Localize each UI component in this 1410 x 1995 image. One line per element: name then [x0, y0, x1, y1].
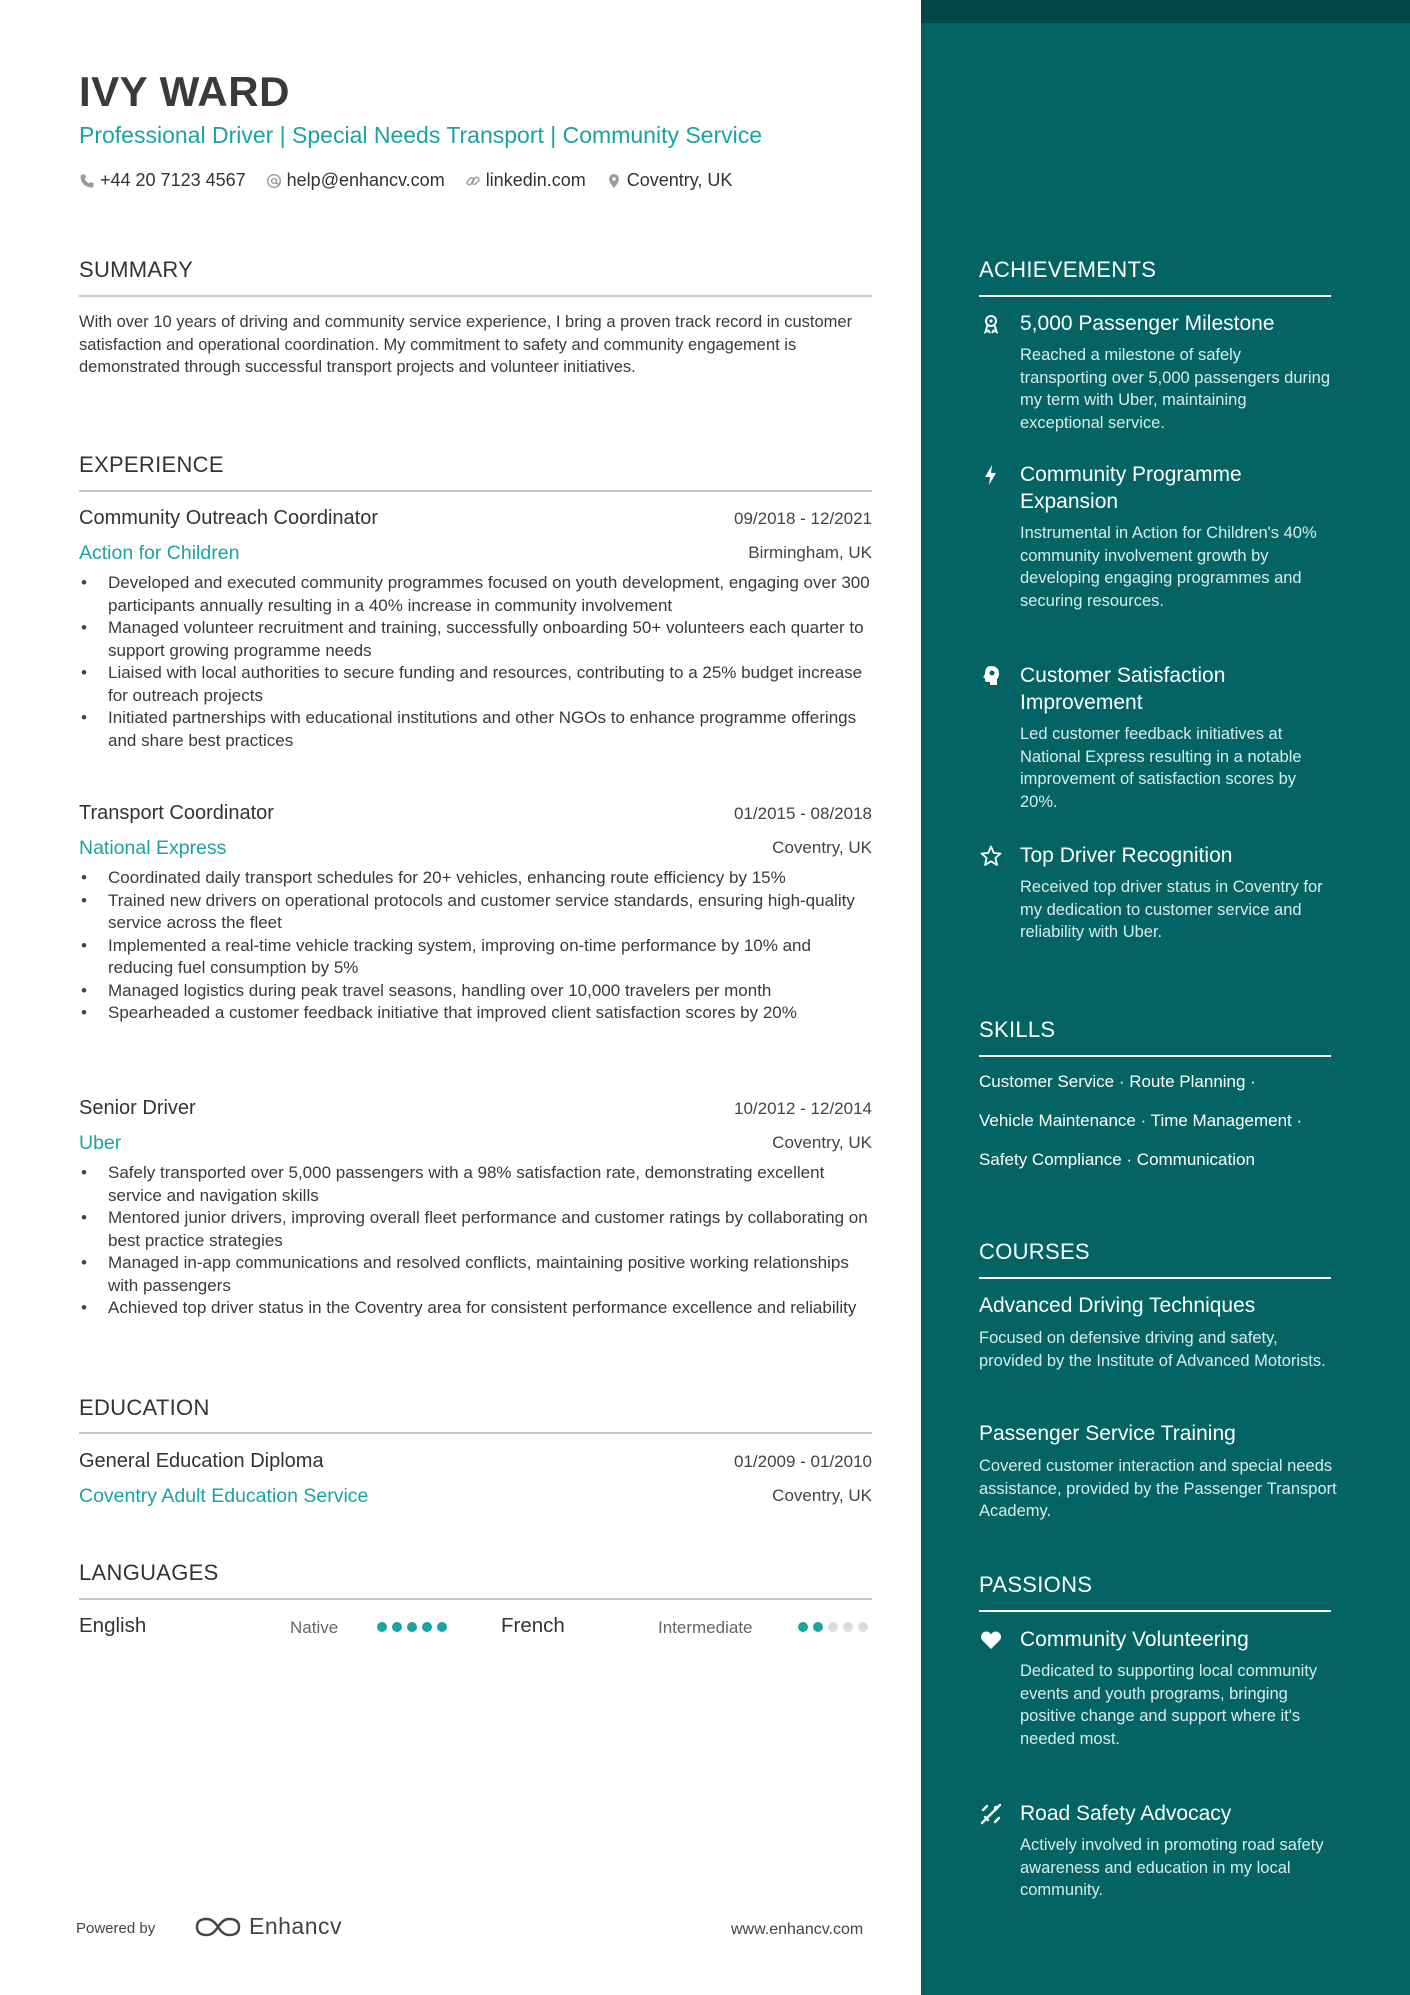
experience-divider — [79, 490, 872, 492]
job-dates: 09/2018 - 12/2021 — [733, 509, 872, 528]
job-entry — [79, 1097, 872, 1347]
education-dates: 01/2009 - 01/2010 — [733, 1452, 872, 1471]
job-entry — [79, 802, 872, 1072]
summary-text: With over 10 years of driving and community service experience, I bring a proven track record in customer satisfaction and operational coordination. My commitment to safety and community engagement is demonstrated through successful transport projects and volunteer initiatives. — [79, 313, 853, 376]
rating-dot — [422, 1622, 432, 1632]
award-icon — [979, 312, 1003, 336]
education-location: Coventry, UK — [772, 1486, 872, 1505]
contact-location — [606, 170, 733, 191]
rating-dot — [798, 1622, 808, 1632]
rating-dot — [813, 1622, 823, 1632]
achievements-heading: ACHIEVEMENTS — [979, 257, 1157, 282]
course-desc: Covered customer interaction and special needs assistance, provided by the Passenger Transport Academy. — [979, 1457, 1337, 1520]
passion-title: Community Volunteering — [1020, 1628, 1249, 1651]
job-bullets — [79, 572, 872, 752]
achievement-desc: Reached a milestone of safely transporting over 5,000 passengers during my term with Uber, maintaining exceptional service. — [1020, 346, 1331, 432]
rating-dot — [843, 1622, 853, 1632]
bullet-item: • Coordinated daily transport schedules for 20+ vehicles, enhancing route efficiency by 15% — [79, 867, 872, 890]
course-title: Passenger Service Training — [979, 1422, 1236, 1445]
education-divider — [79, 1432, 872, 1434]
job-title: Senior Driver — [79, 1097, 196, 1119]
enhancv-logo-icon — [195, 1915, 241, 1939]
summary-heading: SUMMARY — [79, 257, 194, 282]
contact-link[interactable] — [465, 170, 586, 191]
job-entry — [79, 507, 872, 777]
bullet-item: • Trained new drivers on operational protocols and customer service standards, ensuring high-quality service across the fleet — [79, 890, 872, 935]
skills-line: Vehicle Maintenance · Time Management · — [979, 1111, 1303, 1130]
education-entry — [79, 1450, 872, 1520]
powered-by-text: Powered by — [76, 1920, 156, 1937]
bullet-item: • Safely transported over 5,000 passengers with a 98% satisfaction rate, demonstrating excellent service and navigation skills — [79, 1162, 872, 1207]
bullet-item: • Implemented a real-time vehicle tracking system, improving on-time performance by 10% and reducing fuel consumption by 5% — [79, 935, 872, 980]
bullet-item: • Mentored junior drivers, improving overall fleet performance and customer ratings by collaborating on best practice strategies — [79, 1207, 872, 1252]
skills-divider — [979, 1055, 1331, 1057]
enhancv-logo[interactable] — [195, 1913, 342, 1940]
sidebar-top-band — [921, 0, 1410, 23]
lightning-icon — [979, 463, 1003, 487]
passion-desc: Dedicated to supporting local community events and youth programs, bringing positive change and support where it's needed most. — [1020, 1662, 1318, 1748]
job-company[interactable]: National Express — [79, 837, 227, 859]
courses-divider — [979, 1277, 1331, 1279]
course-title: Advanced Driving Techniques — [979, 1294, 1256, 1317]
job-dates: 10/2012 - 12/2014 — [733, 1099, 872, 1118]
passion-item — [979, 1626, 1331, 1776]
degree-title: General Education Diploma — [79, 1450, 324, 1472]
school-name[interactable]: Coventry Adult Education Service — [79, 1485, 369, 1507]
heart-icon — [979, 1628, 1003, 1652]
course-desc: Focused on defensive driving and safety, provided by the Institute of Advanced Motorists. — [979, 1329, 1326, 1370]
bullet-item: • Initiated partnerships with educational institutions and other NGOs to enhance programme offerings and share best practices — [79, 707, 872, 752]
achievement-item — [979, 842, 1331, 972]
phone-text: +44 20 7123 4567 — [100, 170, 246, 190]
skills-line: Safety Compliance · Communication — [979, 1150, 1255, 1169]
job-bullets — [79, 867, 872, 1025]
language-level: Intermediate — [658, 1618, 753, 1637]
language-name: French — [501, 1614, 565, 1637]
language-level: Native — [290, 1618, 339, 1637]
job-bullets — [79, 1162, 872, 1320]
achievement-title: 5,000 Passenger Milestone — [1020, 312, 1275, 335]
candidate-name: IVY WARD — [79, 68, 290, 115]
bullet-item: • Achieved top driver status in the Coventry area for consistent performance excellence and reliability — [79, 1297, 872, 1320]
bullet-item: • Liaised with local authorities to secure funding and resources, contributing to a 25% budget increase for outreach projects — [79, 662, 872, 707]
sidebar — [921, 0, 1410, 1995]
achievement-title: Customer Satisfaction Improvement — [1020, 664, 1226, 714]
passion-desc: Actively involved in promoting road safety awareness and education in my local community. — [1020, 1836, 1324, 1899]
job-company[interactable]: Action for Children — [79, 542, 240, 564]
skills-heading: SKILLS — [979, 1017, 1056, 1042]
rating-dot — [828, 1622, 838, 1632]
passions-heading: PASSIONS — [979, 1572, 1093, 1597]
star-icon — [979, 844, 1003, 868]
link-icon — [465, 173, 481, 189]
location-pin-icon — [606, 173, 622, 189]
job-location: Coventry, UK — [772, 838, 872, 857]
language-rating-english — [377, 1622, 447, 1632]
contact-phone[interactable] — [79, 170, 246, 191]
bullet-item: • Managed volunteer recruitment and training, successfully onboarding 50+ volunteers each quarter to support growing programme needs — [79, 617, 872, 662]
footer-url[interactable]: www.enhancv.com — [731, 1921, 864, 1938]
education-heading: EDUCATION — [79, 1395, 210, 1420]
achievements-divider — [979, 295, 1331, 297]
road-safety-icon — [979, 1802, 1003, 1826]
job-location: Coventry, UK — [772, 1133, 872, 1152]
passion-title: Road Safety Advocacy — [1020, 1802, 1232, 1825]
rating-dot — [377, 1622, 387, 1632]
languages-heading: LANGUAGES — [79, 1560, 219, 1585]
brand-name: Enhancv — [249, 1913, 343, 1939]
achievement-desc: Led customer feedback initiatives at National Express resulting in a notable improvement of satisfaction scores by 20%. — [1020, 725, 1302, 811]
rating-dot — [392, 1622, 402, 1632]
link-text: linkedin.com — [485, 170, 586, 190]
rating-dot — [407, 1622, 417, 1632]
language-rating-french — [798, 1622, 868, 1632]
phone-icon — [79, 173, 95, 189]
location-text: Coventry, UK — [626, 170, 733, 190]
achievement-title: Top Driver Recognition — [1020, 844, 1233, 867]
passions-divider — [979, 1610, 1331, 1612]
at-icon — [266, 173, 282, 189]
email-text: help@enhancv.com — [286, 170, 445, 190]
job-location: Birmingham, UK — [748, 543, 872, 562]
headline: Professional Driver | Special Needs Transport | Community Service — [79, 122, 763, 148]
language-name: English — [79, 1614, 147, 1637]
achievement-item — [979, 310, 1331, 440]
contact-bar — [79, 170, 732, 191]
contact-email[interactable] — [266, 170, 445, 191]
skills-list — [979, 1070, 1349, 1187]
achievement-desc: Instrumental in Action for Children's 40% community involvement growth by developing engaging programmes and securing resources. — [1020, 524, 1317, 610]
achievement-item — [979, 662, 1331, 822]
bullet-item: • Spearheaded a customer feedback initiative that improved client satisfaction scores by 20% — [79, 1002, 872, 1025]
job-title: Community Outreach Coordinator — [79, 507, 379, 529]
bullet-item: • Managed logistics during peak travel seasons, handling over 10,000 travelers per month — [79, 980, 872, 1003]
experience-heading: EXPERIENCE — [79, 452, 224, 477]
skills-line: Customer Service · Route Planning · — [979, 1072, 1256, 1091]
job-company[interactable]: Uber — [79, 1132, 122, 1154]
rating-dot — [858, 1622, 868, 1632]
job-title: Transport Coordinator — [79, 802, 274, 824]
rating-dot — [437, 1622, 447, 1632]
bullet-item: • Developed and executed community programmes focused on youth development, engaging over 300 participants annually resulting in a 40% increase in community involvement — [79, 572, 872, 617]
languages-divider — [79, 1598, 872, 1600]
achievement-item — [979, 461, 1331, 641]
job-dates: 01/2015 - 08/2018 — [733, 804, 872, 823]
passion-item — [979, 1800, 1331, 1910]
achievement-desc: Received top driver status in Coventry for my dedication to customer service and reliability with Uber. — [1020, 878, 1323, 941]
summary-divider — [79, 295, 872, 297]
courses-heading: COURSES — [979, 1239, 1090, 1264]
achievement-title: Community Programme Expansion — [1020, 463, 1242, 513]
head-idea-icon — [979, 664, 1003, 688]
bullet-item: • Managed in-app communications and resolved conflicts, maintaining positive working relationships with passengers — [79, 1252, 872, 1297]
